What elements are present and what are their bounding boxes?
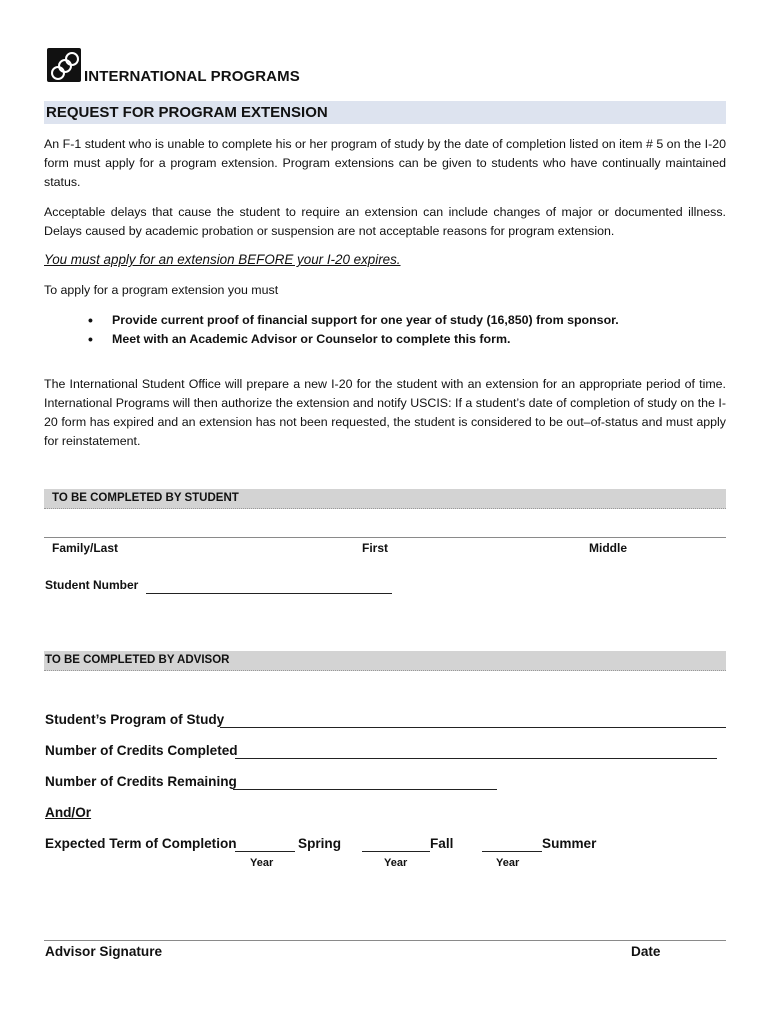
student-number-label: Student Number [45,578,139,592]
term-summer: Summer [542,836,597,851]
advisor-section-title: TO BE COMPLETED BY ADVISOR [45,654,230,666]
deadline-notice: You must apply for an extension BEFORE your I-20 expires. [44,252,401,267]
year-caption-summer: Year [496,857,520,869]
fall-year-field[interactable] [362,851,430,852]
title-bar [44,101,726,124]
requirements-list [86,311,619,349]
name-divider [44,537,726,538]
intro-paragraph-3: The International Student Office will prepare a new I-20 for the student with an extension for an appropriate period of time. International Programs will then authorize the extension and notify USCIS: If a student’s date of completion of study on the I-20 form has expired and an extension has not been requested, the student is considered to be out–of-status and must apply for reinstatement. [44,377,726,448]
student-section-header [44,489,726,509]
page-title: REQUEST FOR PROGRAM EXTENSION [46,104,328,121]
college-logo [47,48,81,82]
term-spring: Spring [298,836,342,851]
credits-remaining-label: Number of Credits Remaining [45,774,237,789]
intro-paragraph-2: Acceptable delays that cause the student to require an extension can include changes of major or documented illness. Delays caused by academic probation or suspension are not acceptable reasons for program extension. [44,205,726,238]
year-caption-fall: Year [384,857,408,869]
expected-term-label: Expected Term of Completion [45,836,237,851]
credits-completed-label: Number of Credits Completed [45,743,238,758]
spring-year-field[interactable] [235,851,295,852]
org-name: INTERNATIONAL PROGRAMS [84,68,300,85]
signature-line[interactable] [44,940,726,941]
intro-paragraph-1: An F-1 student who is unable to complete his or her program of study by the date of completion listed on item # 5 on the I-20 form must apply for a program extension. Program extensions can be given to students who have continually maintained status. [44,137,726,189]
middle-name-label: Middle [589,541,627,555]
family-name-label: Family/Last [52,541,119,555]
credits-remaining-field[interactable] [233,789,497,790]
credits-completed-field[interactable] [235,758,717,759]
program-of-study-field[interactable] [220,727,726,728]
student-number-field[interactable] [146,593,392,594]
list-item: • Provide current proof of financial support for one year of study (16,850) from sponsor. [86,311,619,330]
year-caption-spring: Year [250,857,274,869]
apply-lead-text: To apply for a program extension you must [44,283,279,297]
first-name-label: First [362,541,389,555]
advisor-signature-label: Advisor Signature [45,944,163,959]
term-fall: Fall [430,836,454,851]
student-section-title: TO BE COMPLETED BY STUDENT [52,492,239,504]
advisor-section-header [44,651,726,671]
program-of-study-label: Student’s Program of Study [45,712,225,727]
date-label: Date [631,944,661,959]
and-or-label: And/Or [45,805,92,820]
summer-year-field[interactable] [482,851,542,852]
list-item: • Meet with an Academic Advisor or Counselor to complete this form. [86,330,619,349]
